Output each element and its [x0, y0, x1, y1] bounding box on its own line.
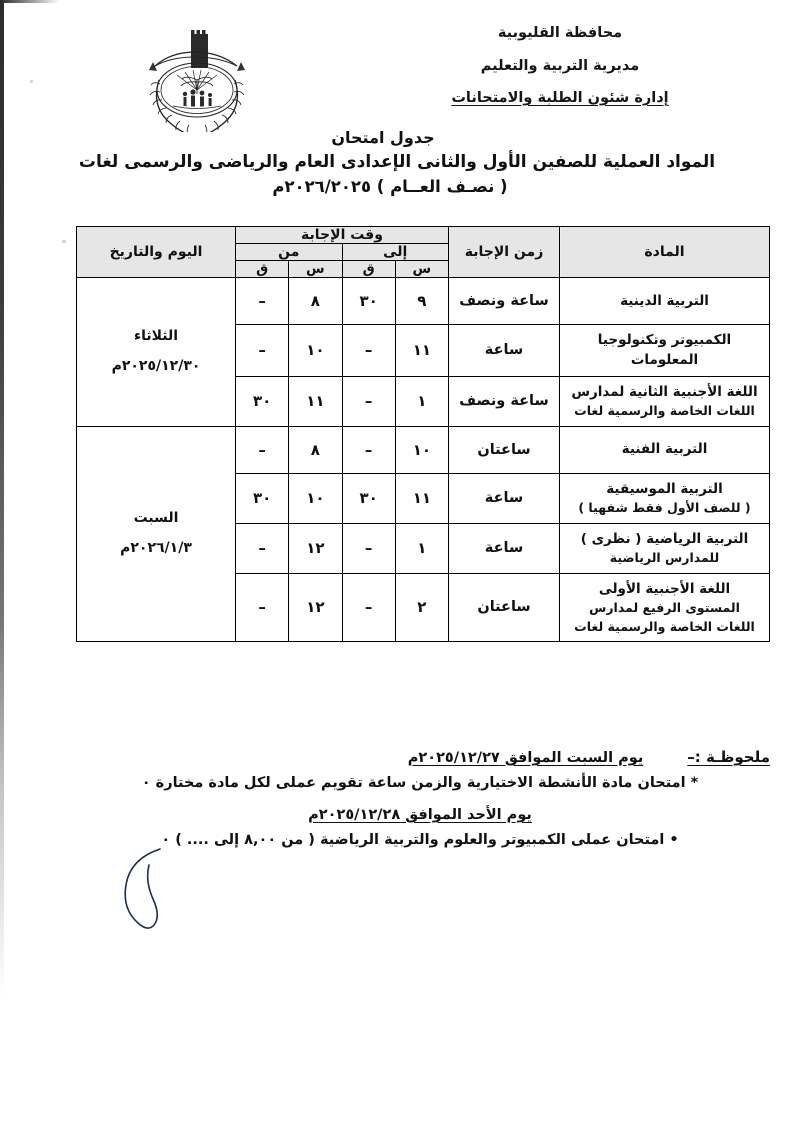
table-body — [77, 278, 770, 642]
note-label: ملحوظـة :– — [687, 748, 770, 766]
header-from: من — [236, 244, 343, 261]
cell-duration: ساعة — [449, 473, 560, 523]
title-line-1: جدول امتحان — [331, 128, 435, 147]
cell-to-hour: ١١ — [395, 325, 448, 377]
cell-to-hour: ١ — [395, 376, 448, 426]
note-header-row — [70, 748, 770, 766]
header-from-min: ق — [236, 261, 289, 278]
header-answer-time: وقت الإجابة — [236, 227, 449, 244]
cell-day-date — [77, 426, 236, 642]
cell-to-hour: ١ — [395, 523, 448, 573]
scan-speck — [62, 240, 66, 243]
cell-to-min: – — [342, 573, 395, 642]
cell-from-hour: ٨ — [289, 278, 342, 325]
title-line-3: ( نصـف العــام ) ٢٠٢٦/٢٠٢٥م — [272, 177, 508, 196]
cell-subject — [560, 523, 770, 573]
subject-line-1: الكمبيوتر وتكنولوجيا المعلومات — [597, 332, 732, 369]
cell-subject — [560, 426, 770, 473]
header-row-1 — [77, 227, 770, 244]
cell-to-min: – — [342, 426, 395, 473]
header-to-hour: س — [395, 261, 448, 278]
header-from-hour: س — [289, 261, 342, 278]
notes-section — [70, 748, 770, 848]
day-name: الثلاثاء — [133, 328, 179, 345]
cell-to-min: ٣٠ — [342, 278, 395, 325]
cell-from-min: – — [236, 278, 289, 325]
cell-from-min: ٣٠ — [236, 473, 289, 523]
note-item-1: * امتحان مادة الأنشطة الاختيارية والزمن ساعة تقويم عملى لكل مادة مختارة ٠ — [141, 775, 699, 791]
letterhead-line-governorate: محافظة القليوبية — [497, 25, 623, 41]
qalyubia-governorate-emblem — [133, 22, 261, 132]
subject-line-3: اللغات الخاصة والرسمية لغات — [574, 618, 755, 634]
cell-from-min: – — [236, 523, 289, 573]
scan-edge-top — [0, 0, 60, 3]
header-subject: المادة — [560, 227, 770, 278]
header-duration: زمن الإجابة — [449, 227, 560, 278]
table-row — [77, 278, 770, 325]
cell-duration: ساعة ونصف — [449, 376, 560, 426]
cell-to-hour: ١٠ — [395, 426, 448, 473]
cell-to-min: – — [342, 325, 395, 377]
cell-subject — [560, 573, 770, 642]
cell-from-min: ٣٠ — [236, 376, 289, 426]
note-date-2-wrap — [70, 804, 770, 823]
table-head — [77, 227, 770, 278]
header-to: إلى — [342, 244, 449, 261]
subject-line-1: اللغة الأجنبية الثانية لمدارس — [571, 383, 758, 400]
cell-to-hour: ٩ — [395, 278, 448, 325]
subject-line-1: التربية الفنية — [621, 441, 708, 458]
cell-subject — [560, 278, 770, 325]
title-line-2: المواد العملية للصفين الأول والثانى الإعدادى العام والرياضى والرسمى لغات — [78, 152, 716, 172]
cell-duration: ساعة — [449, 325, 560, 377]
cell-from-hour: ١٠ — [289, 473, 342, 523]
subject-line-2: المستوى الرفيع لمدارس — [589, 599, 740, 615]
cell-from-min: – — [236, 573, 289, 642]
note-date-1: يوم السبت الموافق ٢٠٢٥/١٢/٢٧م — [407, 750, 644, 766]
page-title — [0, 128, 794, 196]
day-name: السبت — [133, 510, 179, 527]
cell-duration: ساعة ونصف — [449, 278, 560, 325]
cell-day-date — [77, 278, 236, 427]
cell-subject — [560, 473, 770, 523]
cell-subject — [560, 325, 770, 377]
cell-from-hour: ١٢ — [289, 523, 342, 573]
day-date: ٢٠٢٦/١/٣م — [120, 539, 192, 556]
subject-line-1: التربية الدينية — [620, 292, 709, 309]
table-row — [77, 426, 770, 473]
subject-line-1: التربية الموسيقية — [606, 480, 723, 497]
cell-to-hour: ٢ — [395, 573, 448, 642]
letterhead-line-department: إدارة شئون الطلبة والامتحانات — [451, 90, 669, 106]
subject-line-1: اللغة الأجنبية الأولى — [598, 580, 731, 597]
letterhead-line-directorate: مديرية التربية والتعليم — [480, 57, 640, 74]
cell-from-min: – — [236, 426, 289, 473]
scan-speck — [30, 80, 33, 83]
letterhead-text — [350, 26, 770, 106]
header-to-min: ق — [342, 261, 395, 278]
subject-line-2: اللغات الخاصة والرسمية لغات — [574, 402, 755, 418]
cell-duration: ساعة — [449, 523, 560, 573]
cell-from-min: – — [236, 325, 289, 377]
handwritten-pen-mark — [113, 845, 193, 935]
header-day-date: اليوم والتاريخ — [77, 227, 236, 278]
cell-from-hour: ٨ — [289, 426, 342, 473]
exam-schedule-table — [76, 226, 770, 642]
cell-from-hour: ١١ — [289, 376, 342, 426]
subject-line-2: للمدارس الرياضية — [609, 549, 720, 565]
cell-to-min: ٣٠ — [342, 473, 395, 523]
cell-to-min: – — [342, 376, 395, 426]
cell-duration: ساعتان — [449, 426, 560, 473]
note-item-2: • امتحان عملى الكمبيوتر والعلوم والتربية الرياضية ( من ٨,٠٠ إلى .... ) ٠ — [161, 832, 679, 848]
cell-from-hour: ١٠ — [289, 325, 342, 377]
note-date-2: يوم الأحد الموافق ٢٠٢٥/١٢/٢٨م — [308, 807, 532, 823]
subject-line-1: التربية الرياضية ( نظرى ) — [580, 530, 749, 547]
cell-to-min: – — [342, 523, 395, 573]
cell-subject — [560, 376, 770, 426]
day-date: ٢٠٢٥/١٢/٣٠م — [111, 357, 201, 374]
cell-to-hour: ١١ — [395, 473, 448, 523]
cell-from-hour: ١٢ — [289, 573, 342, 642]
cell-duration: ساعتان — [449, 573, 560, 642]
subject-line-2: ( للصف الأول فقط شفهيا ) — [578, 499, 751, 515]
